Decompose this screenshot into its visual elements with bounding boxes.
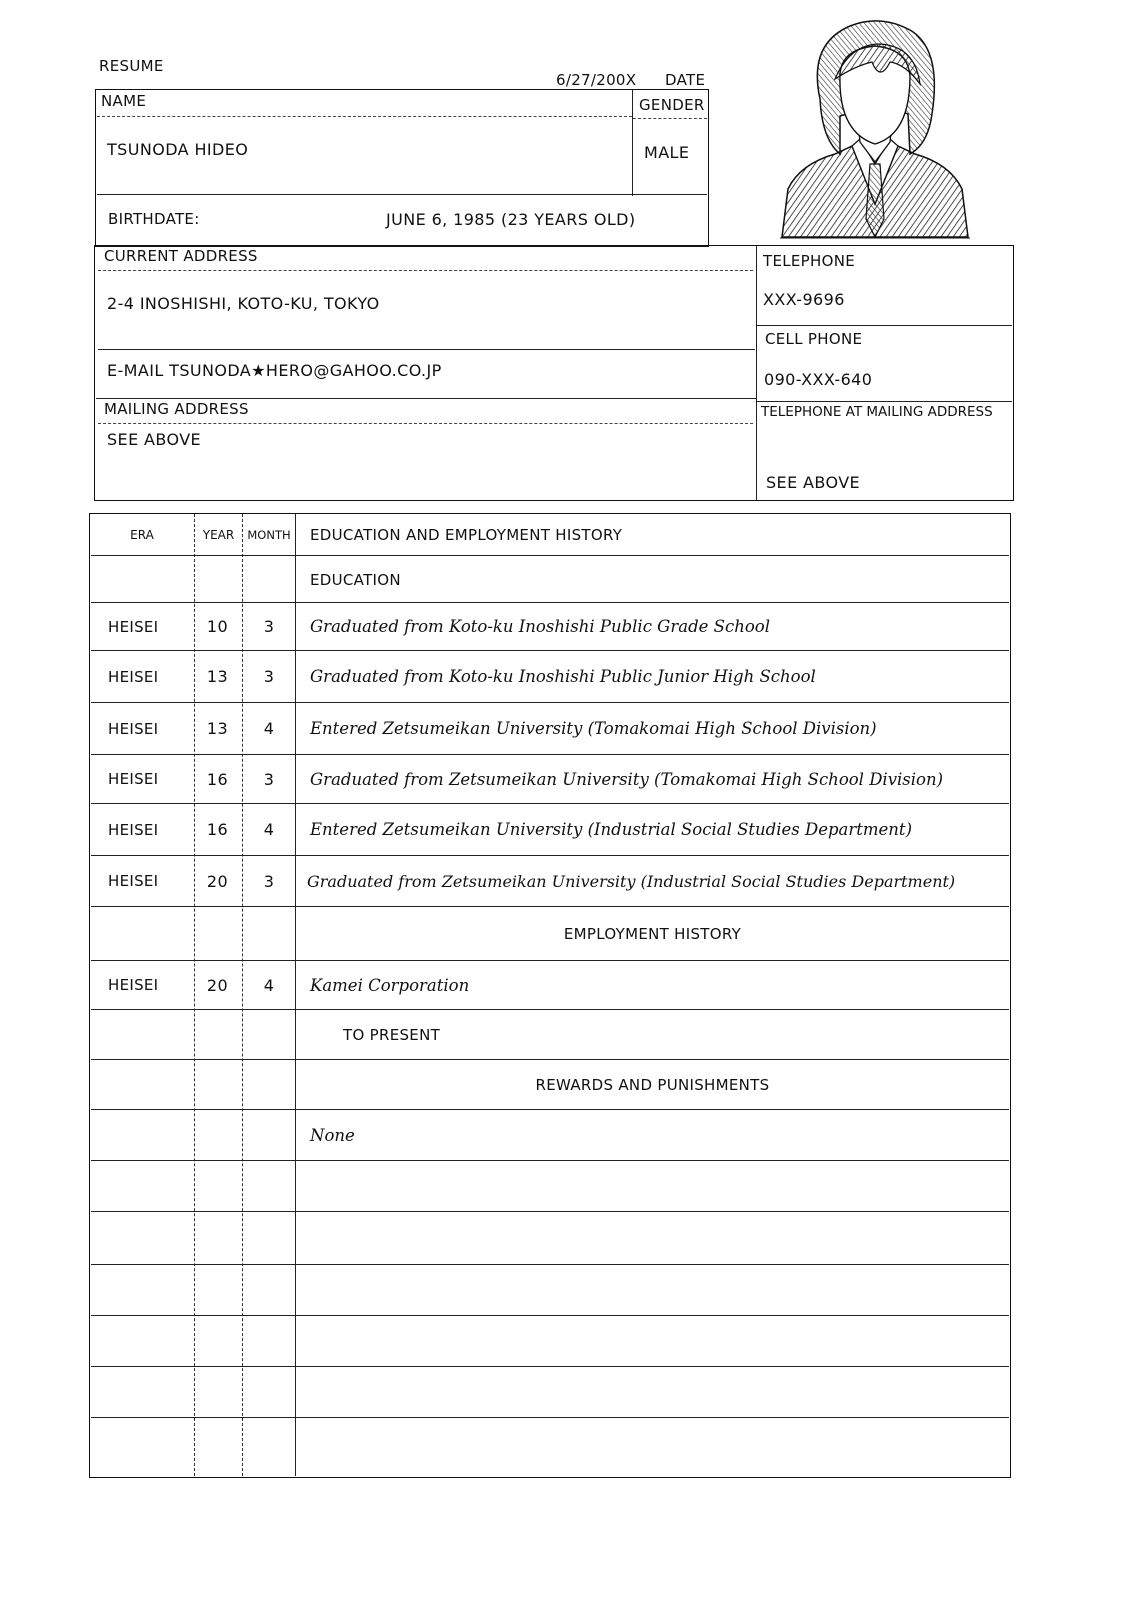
rewards-heading: REWARDS AND PUNISHMENTS — [535, 1075, 770, 1094]
name-value: TSUNODA HIDEO — [107, 140, 249, 159]
month-cell: 3 — [263, 769, 275, 789]
entry-cell: Entered Zetsumeikan University (Tomakomai High School Division) — [310, 719, 877, 738]
entry-cell: Graduated from Koto-ku Inoshishi Public Grade School — [310, 617, 770, 636]
telephone-label: TELEPHONE — [763, 252, 856, 270]
email-value: E-MAIL TSUNODA★HERO@GAHOO.CO.JP — [107, 361, 442, 380]
era-cell: HEISEI — [108, 820, 159, 839]
month-cell: 4 — [263, 719, 275, 738]
year-cell: 16 — [206, 820, 229, 839]
birthdate-label: BIRTHDATE: — [108, 210, 200, 228]
mailing-address-label: MAILING ADDRESS — [104, 400, 249, 418]
header-history-title: EDUCATION AND EMPLOYMENT HISTORY — [310, 526, 623, 544]
mailing-phone-label: TELEPHONE AT MAILING ADDRESS — [761, 404, 993, 420]
entry-cell: Graduated from Zetsumeikan University (Tomakomai High School Division) — [310, 769, 944, 789]
name-label: NAME — [101, 92, 147, 110]
date-value: 6/27/200X — [556, 71, 637, 89]
to-present: TO PRESENT — [343, 1025, 441, 1044]
entry-cell: Graduated from Zetsumeikan University (Industrial Social Studies Department) — [307, 871, 956, 891]
date-label: DATE — [665, 71, 706, 89]
birthdate-value: JUNE 6, 1985 (23 YEARS OLD) — [386, 210, 636, 229]
telephone-value: XXX-9696 — [763, 290, 845, 309]
month-cell: 3 — [263, 871, 275, 891]
era-cell: HEISEI — [108, 872, 159, 890]
era-cell: HEISEI — [108, 667, 159, 686]
applicant-photo — [780, 4, 970, 239]
header-era: ERA — [130, 528, 154, 542]
gender-label: GENDER — [639, 96, 705, 114]
resume-title: RESUME — [99, 57, 164, 75]
year-cell: 20 — [206, 871, 229, 891]
month-cell: 4 — [263, 975, 275, 995]
rewards-value: None — [310, 1125, 355, 1145]
era-cell: HEISEI — [108, 770, 159, 788]
header-month: MONTH — [247, 528, 291, 542]
mailing-phone-value: SEE ABOVE — [766, 473, 861, 492]
year-cell: 16 — [206, 769, 229, 789]
entry-cell: Graduated from Koto-ku Inoshishi Public Junior High School — [310, 667, 816, 686]
current-address-value: 2-4 INOSHISHI, KOTO-KU, TOKYO — [107, 294, 380, 313]
month-cell: 3 — [263, 617, 275, 636]
entry-cell: Entered Zetsumeikan University (Industrial Social Studies Department) — [310, 820, 913, 839]
era-cell: HEISEI — [108, 719, 159, 738]
entry-cell: Kamei Corporation — [310, 975, 470, 995]
cell-phone-label: CELL PHONE — [765, 330, 863, 348]
year-cell: 10 — [206, 617, 229, 636]
era-cell: HEISEI — [108, 617, 159, 636]
gender-value: MALE — [644, 143, 690, 162]
education-heading: EDUCATION — [310, 570, 401, 589]
month-cell: 4 — [263, 820, 275, 839]
era-cell: HEISEI — [108, 976, 159, 994]
employment-heading: EMPLOYMENT HISTORY — [563, 924, 742, 943]
year-cell: 13 — [206, 719, 229, 738]
cell-phone-value: 090-XXX-640 — [764, 370, 873, 389]
current-address-label: CURRENT ADDRESS — [104, 247, 258, 265]
year-cell: 20 — [206, 975, 229, 995]
mailing-address-value: SEE ABOVE — [107, 430, 202, 449]
header-year: YEAR — [202, 528, 235, 542]
month-cell: 3 — [263, 667, 275, 686]
year-cell: 13 — [206, 667, 229, 686]
